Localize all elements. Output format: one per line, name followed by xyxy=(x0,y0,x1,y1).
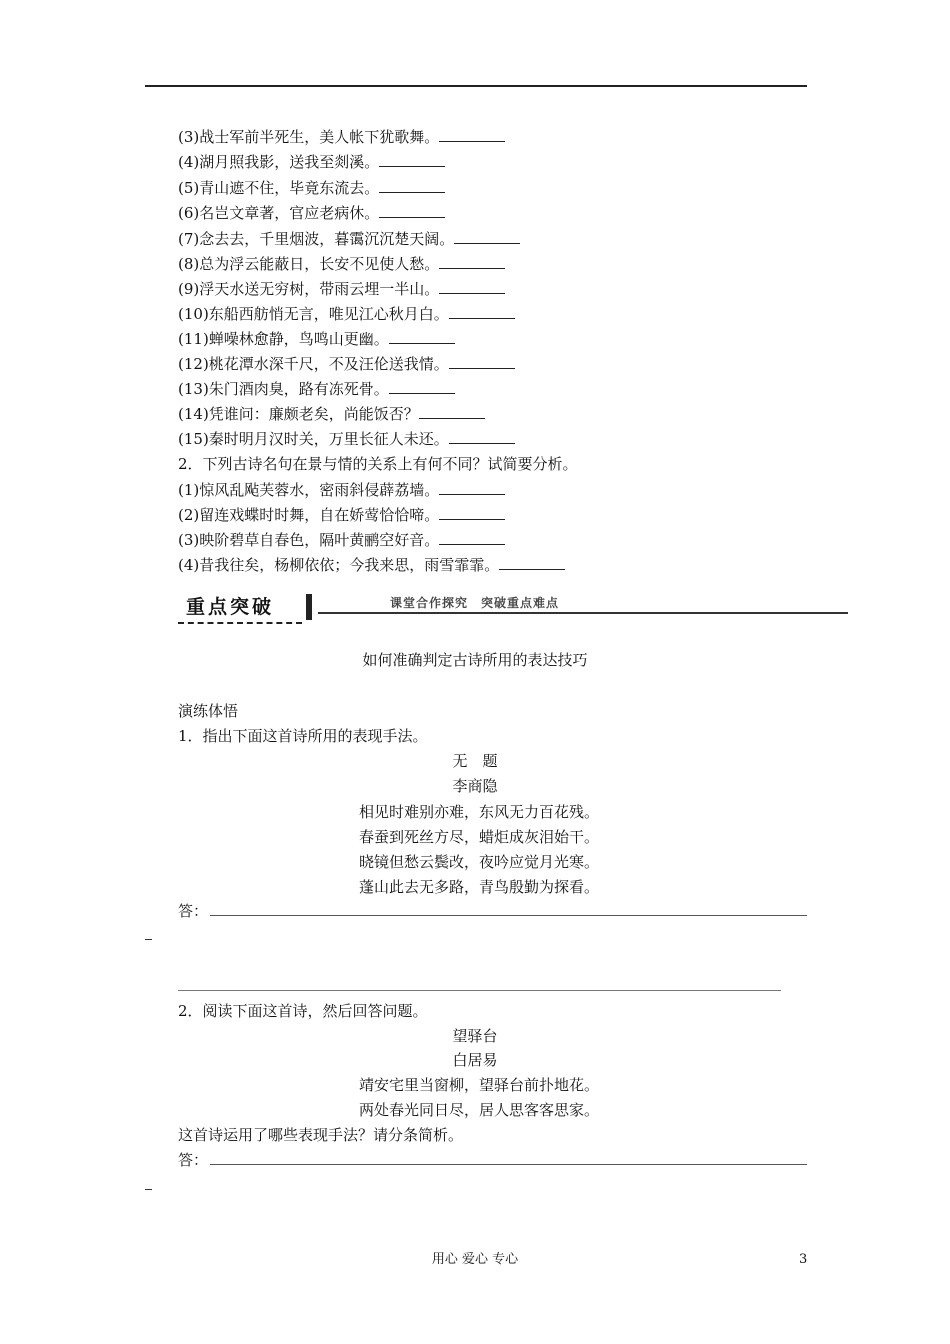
banner-rule xyxy=(318,612,848,614)
ex1-answer-label: 答： xyxy=(178,902,209,920)
q1-item-12: (12)桃花潭水深千尺，不及汪伦送我情。 xyxy=(178,354,515,374)
banner-dashed-underline xyxy=(178,622,302,624)
ex1-poem-line-1: 相见时难别亦难，东风无力百花残。 xyxy=(359,803,600,821)
q1-item-4: (4)湖月照我影，送我至剡溪。 xyxy=(178,152,445,172)
q2-item-1: (1)惊风乱飐芙蓉水，密雨斜侵薜荔墙。 xyxy=(178,480,505,500)
q1-item-6: (6)名岂文章著，官应老病休。 xyxy=(178,203,445,223)
ex2-answer-label: 答： xyxy=(178,1151,209,1169)
banner-divider-bar xyxy=(306,594,312,620)
q1-item-9: (9)浮天水送无穷树，带雨云埋一半山。 xyxy=(178,279,505,299)
banner-subtitle: 课堂合作探究 突破重点难点 xyxy=(390,596,560,610)
q1-item-10: (10)东船西舫悄无言，唯见江心秋月白。 xyxy=(178,304,515,324)
ex2-prompt: 2．阅读下面这首诗，然后回答问题。 xyxy=(178,1002,428,1020)
ex1-poem-line-2: 春蚕到死丝方尽，蜡炬成灰泪始干。 xyxy=(359,828,600,846)
section-heading: 如何准确判定古诗所用的表达技巧 xyxy=(362,651,588,669)
ex1-answer-line-2[interactable] xyxy=(178,990,781,991)
header-rule xyxy=(145,85,807,87)
q1-item-14: (14)凭谁问：廉颇老矣，尚能饭否？ xyxy=(178,404,485,424)
q1-item-7: (7)念去去，千里烟波，暮霭沉沉楚天阔。 xyxy=(178,229,520,249)
ex1-prompt: 1．指出下面这首诗所用的表现手法。 xyxy=(178,727,428,745)
q2-item-3: (3)映阶碧草自春色，隔叶黄鹂空好音。 xyxy=(178,530,505,550)
page-number: 3 xyxy=(799,1252,808,1267)
ex2-poem-line-2: 两处春光同日尽，居人思客客思家。 xyxy=(359,1101,600,1119)
ex2-question: 这首诗运用了哪些表现手法？请分条简析。 xyxy=(178,1126,464,1144)
q1-item-8: (8)总为浮云能蔽日，长安不见使人愁。 xyxy=(178,254,505,274)
q2-item-2: (2)留连戏蝶时时舞，自在娇莺恰恰啼。 xyxy=(178,505,505,525)
practice-label: 演练体悟 xyxy=(178,702,239,720)
q1-item-3: (3)战士军前半死生，美人帐下犹歌舞。 xyxy=(178,127,505,147)
margin-tick xyxy=(145,939,152,940)
ex1-answer-line-1[interactable] xyxy=(210,915,807,916)
q1-item-5: (5)青山遮不住，毕竟东流去。 xyxy=(178,178,445,198)
ex2-poem-line-1: 靖安宅里当窗柳，望驿台前扑地花。 xyxy=(359,1076,600,1094)
ex1-poet: 李商隐 xyxy=(452,777,498,795)
ex2-poet: 白居易 xyxy=(452,1051,498,1069)
margin-tick xyxy=(145,1189,152,1190)
q1-item-11: (11)蝉噪林愈静，鸟鸣山更幽。 xyxy=(178,329,455,349)
q2-prompt: 2．下列古诗名句在景与情的关系上有何不同？试简要分析。 xyxy=(178,455,578,473)
q1-item-15: (15)秦时明月汉时关，万里长征人未还。 xyxy=(178,429,515,449)
q2-item-4: (4)昔我往矣，杨柳依依；今我来思，雨雪霏霏。 xyxy=(178,555,565,575)
banner-title: 重点突破 xyxy=(186,596,275,618)
ex1-poem-line-3: 晓镜但愁云鬓改，夜吟应觉月光寒。 xyxy=(359,853,600,871)
ex1-poem-line-4: 蓬山此去无多路，青鸟殷勤为探看。 xyxy=(359,878,600,896)
q1-item-13: (13)朱门酒肉臭，路有冻死骨。 xyxy=(178,379,455,399)
footer-motto: 用心 爱心 专心 xyxy=(431,1252,519,1267)
banner-title-box xyxy=(178,594,302,620)
ex1-poem-title: 无 题 xyxy=(452,752,498,770)
ex2-poem-title: 望驿台 xyxy=(452,1027,498,1045)
section-banner xyxy=(178,594,848,626)
ex2-answer-line[interactable] xyxy=(210,1164,807,1165)
